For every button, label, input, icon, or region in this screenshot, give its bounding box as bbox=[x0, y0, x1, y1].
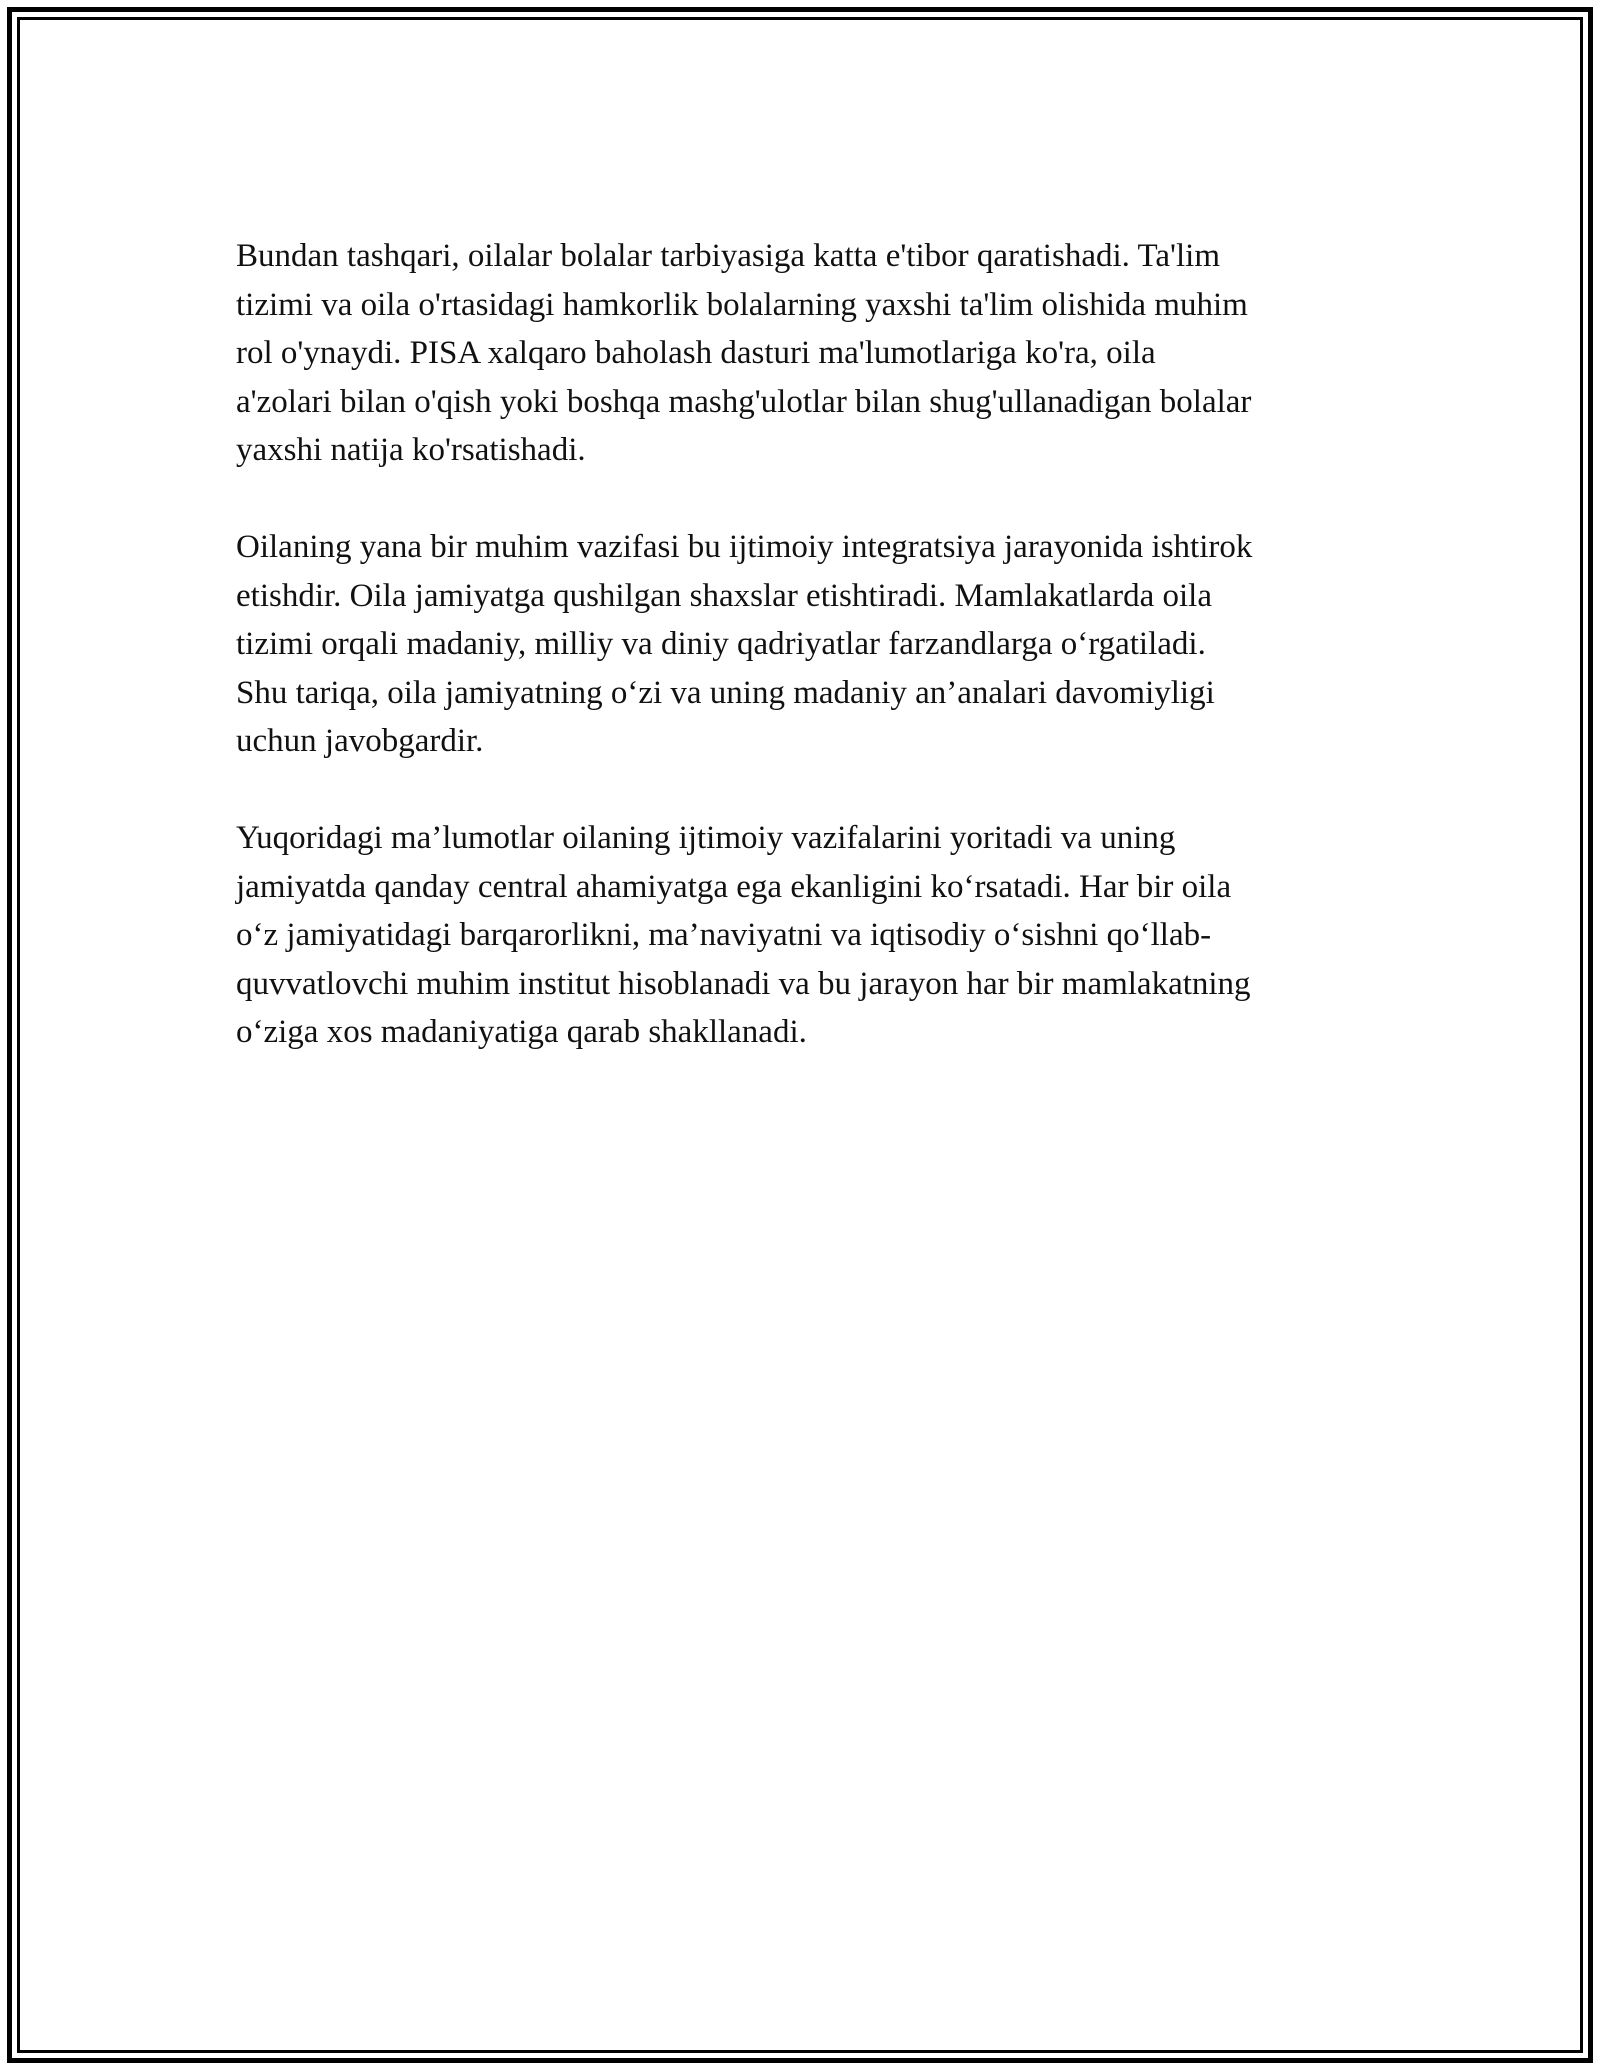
document-body bbox=[236, 232, 1376, 1105]
paragraph-social-integration: Oilaning yana bir muhim vazifasi bu ijtimoiy integratsiya jarayonida ishtirok etishdir. Oila jamiyatga qushilgan shaxslar etishtiradi. Mamlakatlarda oila tizimi orqali madaniy, milliy va diniy qadriyatlar farzandlarga o‘rgatiladi. Shu tariqa, oila jamiyatning o‘zi va uning madaniy an’analari davomiyligi uchun javobgardir. bbox=[236, 529, 1253, 759]
paragraph-education: Bundan tashqari, oilalar bolalar tarbiyasiga katta e'tibor qaratishadi. Ta'lim tizimi va oila o'rtasidagi hamkorlik bolalarning yaxshi ta'lim olishida muhim rol o'ynaydi. PISA xalqaro baholash dasturi ma'lumotlariga ko'ra, oila a'zolari bilan o'qish yoki boshqa mashg'ulotlar bilan shug'ullanadigan bolalar yaxshi natija ko'rsatishadi. bbox=[236, 238, 1252, 468]
paragraph-conclusion: Yuqoridagi ma’lumotlar oilaning ijtimoiy vazifalarini yoritadi va uning jamiyatda qanday central ahamiyatga ega ekanligini ko‘rsatadi. Har bir oila o‘z jamiyatidagi barqarorlikni, ma’naviyatni va iqtisodiy o‘sishni qo‘llab- quvvatlovchi muhim institut hisoblanadi va bu jarayon har bir mamlakatning o‘ziga xos madaniyatiga qarab shakllanadi. bbox=[236, 820, 1251, 1050]
